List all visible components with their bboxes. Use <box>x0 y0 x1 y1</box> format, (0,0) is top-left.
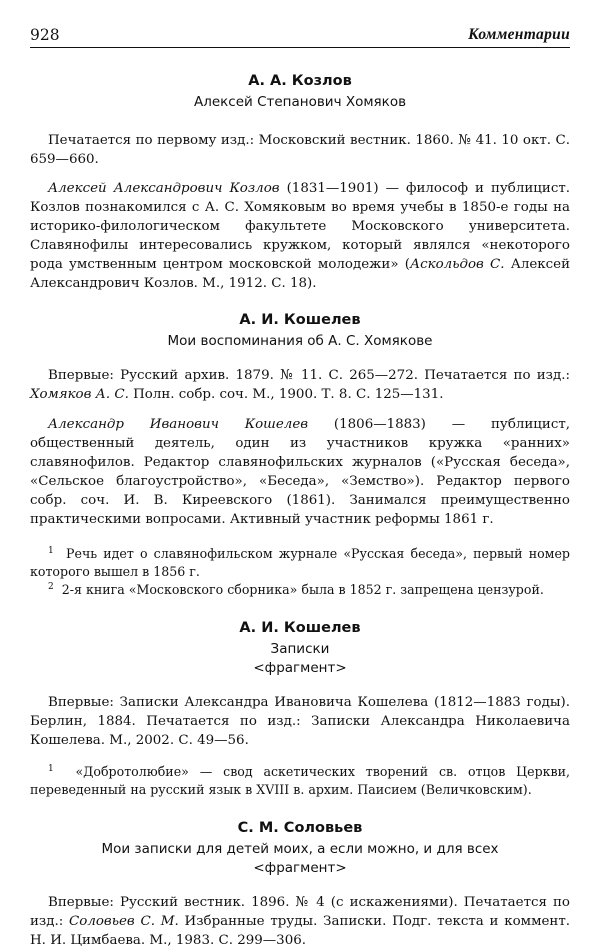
source-note: Впервые: Записки Александра Ивановича Кошелева (1812—1883 годы). Берлин, 1884. Печатается по изд.: Записки Александра Николаевича Кошелева. М., 2002. С. 49—56. <box>30 695 570 748</box>
bio-text: (1831—1901) — философ и публицист. Козлов познакомился с А. С. Хомяковым во время учебы в 1850-е годы на историко-филологическом факультете Московского университета. Славянофилы интересовались кружком, который являлся «некоторого рода умственным центром московской молодежи» ( <box>30 181 570 272</box>
section-author: С. М. Соловьев <box>237 820 363 836</box>
source-text-end: Полн. собр. соч. М., 1900. Т. 8. С. 125—131. <box>128 387 444 402</box>
section-koshelev-notes <box>30 619 570 799</box>
footnote-text: «Добротолюбие» — свод аскетических творений св. отцов Церкви, переведенный на русский язык в XVIII в. архим. Паисием (Величковским). <box>30 764 570 797</box>
footnote-mark: 2 <box>48 581 54 592</box>
source-text: Впервые: Русский вестник. 1896. № 4 (с искажениями). Печатается по изд.: <box>30 895 570 929</box>
section-koshelev-memoirs <box>30 311 570 599</box>
bio-paragraph <box>30 415 570 529</box>
source-note: Печатается по первому изд.: Московский вестник. 1860. № 41. 10 окт. С. 659—660. <box>30 133 570 167</box>
footnote-mark: 1 <box>48 763 54 774</box>
source-note <box>30 366 570 404</box>
section-title: Алексей Степанович Хомяков <box>193 94 407 110</box>
footnote-text: Речь идет о славянофильском журнале «Русская беседа», первый номер которого вышел в 1856 г. <box>30 546 570 579</box>
footnote <box>30 545 570 581</box>
bio-ref-author: Аскольдов С. <box>409 257 505 272</box>
section-title: Записки <box>270 641 330 657</box>
section-author: А. И. Кошелев <box>239 620 361 636</box>
footnote <box>30 763 570 799</box>
bio-text: (1806—1883) — публицист, общественный деятель, один из участников кружка «ранних» славянофилов. Редактор славянофильских журналов («Русская беседа», «Сельское благоустройство», «Беседа», «Земство»). Редактор первого собр. соч. И. В. Киреевского (1861). Занимался преимущественно практическими вопросами. Активный участник реформы 1861 г. <box>30 417 571 527</box>
section-subtitle: <фрагмент> <box>253 660 347 676</box>
section-author: А. И. Кошелев <box>239 312 361 328</box>
page-number: 928 <box>30 26 60 44</box>
bio-name: Алексей Александрович Козлов <box>48 181 280 196</box>
running-title: Комментарии <box>468 26 570 43</box>
source-text-end: Избранные труды. Записки. Подг. текста и коммент. Н. И. Цимбаева. М., 1983. С. 299—306. <box>30 914 571 948</box>
source-author: Соловьев С. М. <box>69 914 179 929</box>
footnote-text: 2-я книга «Московского сборника» была в 1852 г. запрещена цензурой. <box>61 582 544 597</box>
page <box>30 26 570 950</box>
bio-name: Александр Иванович Кошелев <box>48 417 309 432</box>
bio-ref-text: Алексей Александрович Козлов. М., 1912. С. 18). <box>30 257 570 291</box>
source-text: Впервые: Русский архив. 1879. № 11. С. 265—272. Печатается по изд.: <box>48 368 570 383</box>
source-author: Хомяков А. С. <box>30 387 129 402</box>
section-kozlov <box>30 72 570 293</box>
section-author: А. А. Козлов <box>248 73 352 89</box>
source-note <box>30 893 570 950</box>
section-subtitle: <фрагмент> <box>253 860 347 876</box>
section-solovyov <box>30 819 570 950</box>
footnote <box>30 581 570 599</box>
running-header <box>30 26 570 48</box>
bio-paragraph <box>30 179 570 293</box>
section-title: Мои записки для детей моих, а если можно, и для всех <box>101 841 499 857</box>
section-title: Мои воспоминания об А. С. Хомякове <box>167 333 433 349</box>
footnote-mark: 1 <box>48 545 54 556</box>
